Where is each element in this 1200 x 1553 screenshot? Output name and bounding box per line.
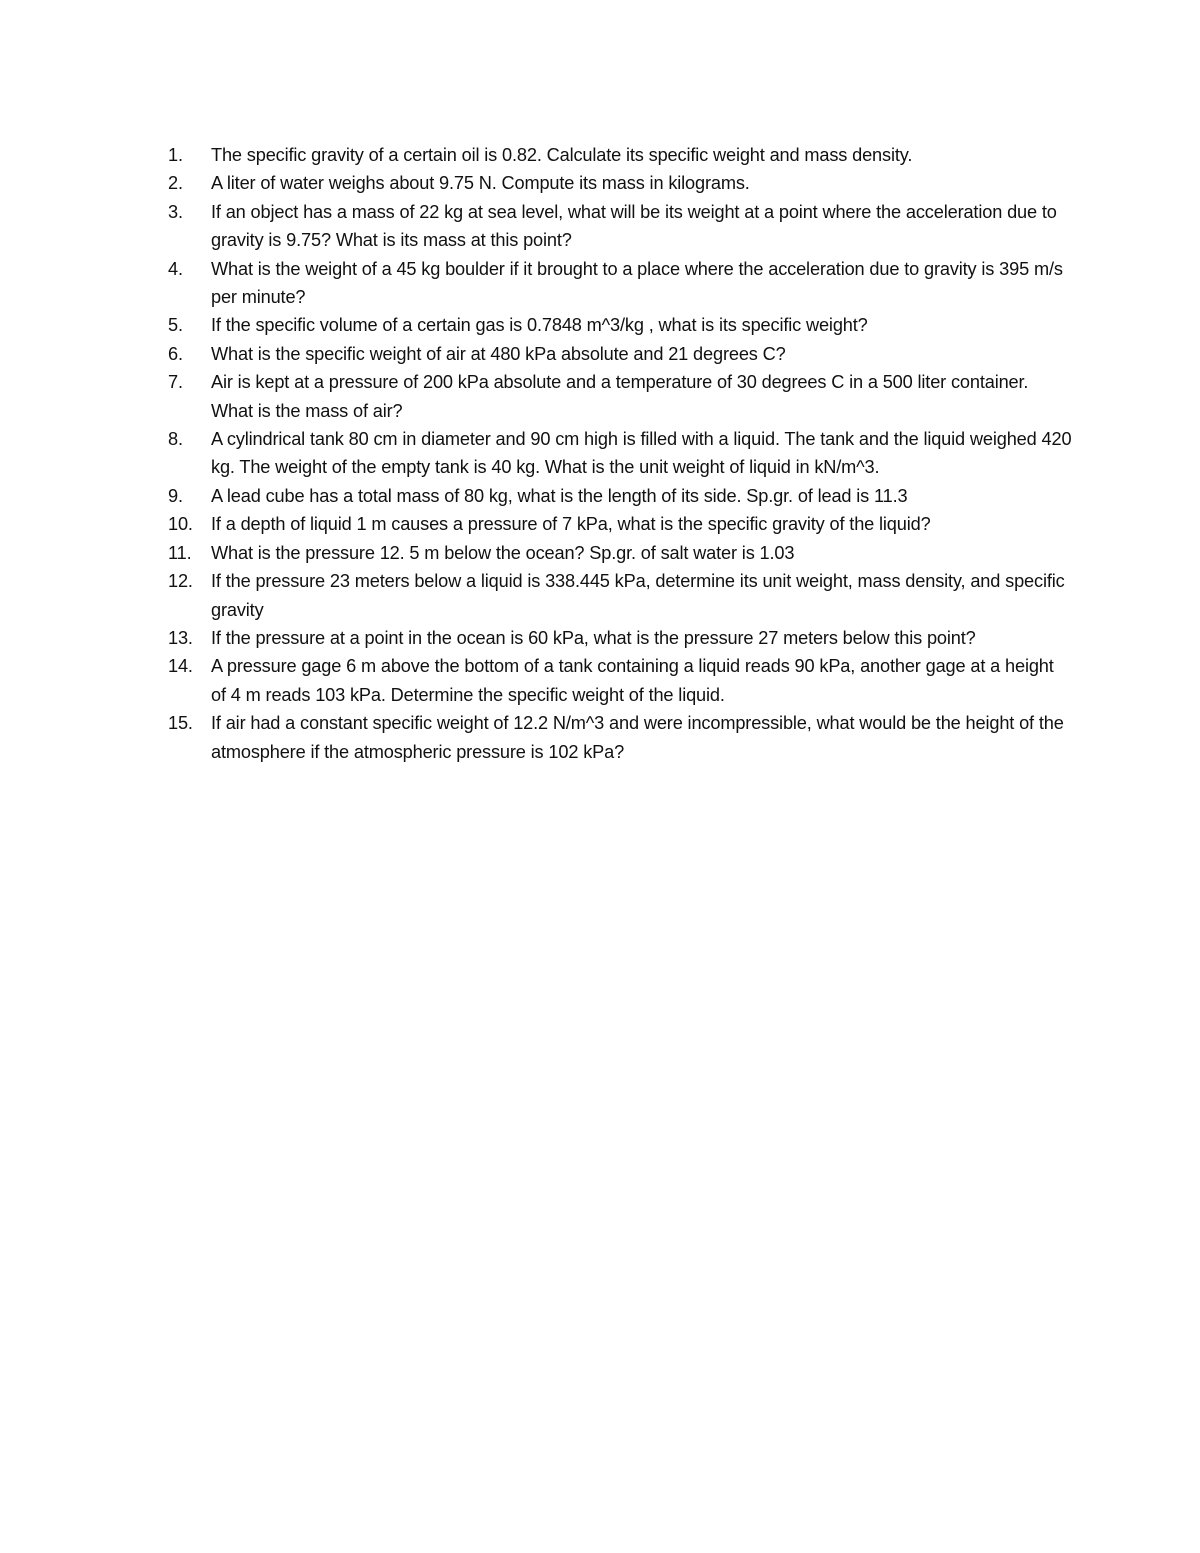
question-number: 11. [168, 542, 192, 563]
question-item-3 [168, 198, 1073, 255]
question-item-2 [168, 169, 1073, 197]
question-number: 10. [168, 514, 193, 535]
question-item-12 [168, 567, 1073, 624]
question-item-15 [168, 709, 1073, 766]
question-text: If the specific volume of a certain gas is 0.7848 m^3/kg , what is its specific weight? [211, 315, 868, 336]
question-number: 13. [168, 627, 193, 648]
question-text: What is the weight of a 45 kg boulder if it brought to a place where the acceleration due to gravity is 395 m/s per minute? [211, 258, 1063, 308]
question-number: 7. [168, 372, 183, 393]
question-number: 3. [168, 201, 183, 222]
question-number: 1. [168, 145, 183, 165]
question-text: What is the pressure 12. 5 m below the ocean? Sp.gr. of salt water is 1.03 [211, 542, 795, 563]
question-text: A lead cube has a total mass of 80 kg, what is the length of its side. Sp.gr. of lead is 11.3 [211, 485, 908, 506]
question-item-8 [168, 425, 1073, 482]
question-item-13 [168, 624, 1073, 652]
question-item-7 [168, 368, 1073, 425]
question-item-5 [168, 311, 1073, 339]
question-number: 4. [168, 258, 183, 279]
question-number: 14. [168, 656, 193, 677]
question-text: Air is kept at a pressure of 200 kPa absolute and a temperature of 30 degrees C in a 500 liter container. What is the mass of air? [211, 372, 1029, 421]
question-item-11 [168, 539, 1073, 567]
question-item-14 [168, 652, 1073, 709]
question-item-4 [168, 255, 1073, 312]
question-number: 5. [168, 315, 183, 336]
question-item-9 [168, 482, 1073, 510]
question-text: If the pressure at a point in the ocean is 60 kPa, what is the pressure 27 meters below this point? [211, 627, 976, 648]
question-text: The specific gravity of a certain oil is 0.82. Calculate its specific weight and mass density. [211, 145, 913, 165]
question-list [168, 141, 1073, 766]
question-number: 12. [168, 571, 193, 592]
question-item-10 [168, 510, 1073, 538]
question-text: If an object has a mass of 22 kg at sea level, what will be its weight at a point where the acceleration due to gravity is 9.75? What is its mass at this point? [211, 201, 1057, 251]
question-number: 6. [168, 343, 183, 364]
question-text: If air had a constant specific weight of 12.2 N/m^3 and were incompressible, what would be the height of the atmosphere if the atmospheric pressure is 102 kPa? [211, 713, 1064, 762]
question-text: A cylindrical tank 80 cm in diameter and 90 cm high is filled with a liquid. The tank and the liquid weighed 420 kg. The weight of the empty tank is 40 kg. What is the unit weight of liquid in kN/m^3. [211, 429, 1072, 478]
question-text: If a depth of liquid 1 m causes a pressure of 7 kPa, what is the specific gravity of the liquid? [211, 514, 931, 535]
question-text: A liter of water weighs about 9.75 N. Compute its mass in kilograms. [211, 173, 750, 194]
question-number: 15. [168, 713, 193, 734]
question-text: If the pressure 23 meters below a liquid is 338.445 kPa, determine its unit weight, mass density, and specific gravity [211, 571, 1065, 620]
question-number: 2. [168, 173, 183, 194]
question-text: What is the specific weight of air at 480 kPa absolute and 21 degrees C? [211, 343, 786, 364]
question-item-6 [168, 340, 1073, 368]
question-text: A pressure gage 6 m above the bottom of a tank containing a liquid reads 90 kPa, another gage at a height of 4 m reads 103 kPa. Determine the specific weight of the liquid. [211, 656, 1054, 705]
question-item-1 [168, 141, 1073, 169]
question-number: 8. [168, 429, 183, 450]
question-number: 9. [168, 485, 183, 506]
